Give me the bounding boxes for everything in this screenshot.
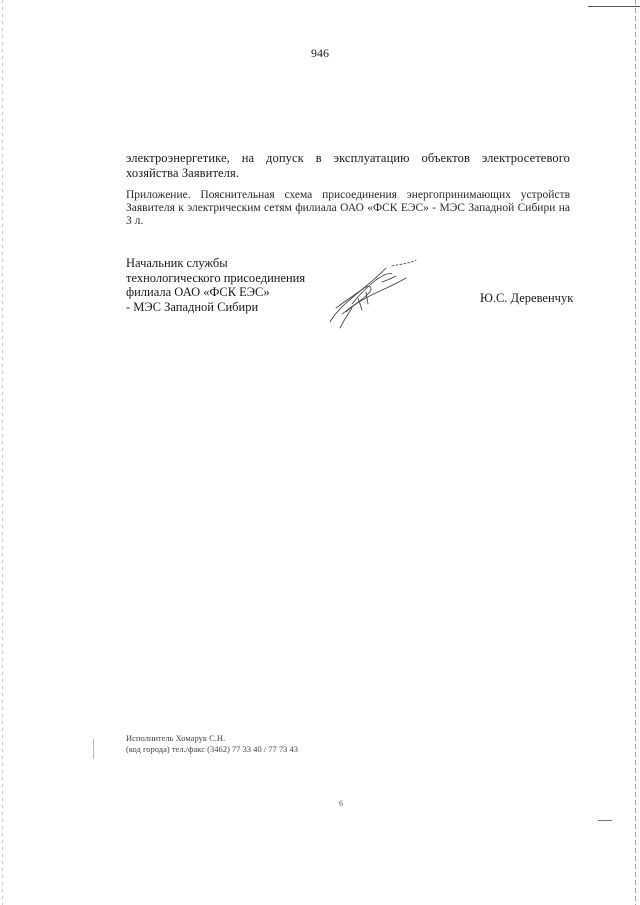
scan-edge-left: [2, 0, 3, 905]
footer-page-mark: 6: [339, 799, 343, 808]
page-number: 946: [311, 46, 329, 60]
main-text: электроэнергетике, на допуск в эксплуатацию объектов электросетевого хозяйства Заявителя.: [126, 151, 570, 180]
signatory-title-line: Начальник службы: [126, 256, 228, 270]
scan-edge-top: [588, 6, 640, 7]
signatory-name: Ю.С. Деревенчук: [480, 291, 574, 305]
executor-phone: (код города) тел./факс (3462) 77 33 40 / 77 73 43: [126, 744, 299, 754]
scan-stray-mark: [93, 739, 94, 759]
executor-info: [126, 733, 298, 755]
appendix-text: Приложение. Пояснительная схема присоединения энергопринимающих устройств Заявителя к электрическим сетям филиала ОАО «ФСК ЕЭС» - МЭС Западной Сибири на 3 л.: [126, 189, 570, 227]
scan-edge-right: [635, 0, 636, 905]
handwritten-signature: [322, 258, 422, 334]
scan-stray-mark: [598, 820, 612, 821]
signatory-title: [126, 256, 305, 314]
signatory-title-line: филиала ОАО «ФСК ЕЭС»: [126, 285, 270, 299]
signatory-title-line: технологического присоединения: [126, 270, 306, 285]
executor-name: Исполнитель Хомарук С.Н.: [126, 733, 226, 743]
signatory-title-line: - МЭС Западной Сибири: [126, 299, 259, 314]
